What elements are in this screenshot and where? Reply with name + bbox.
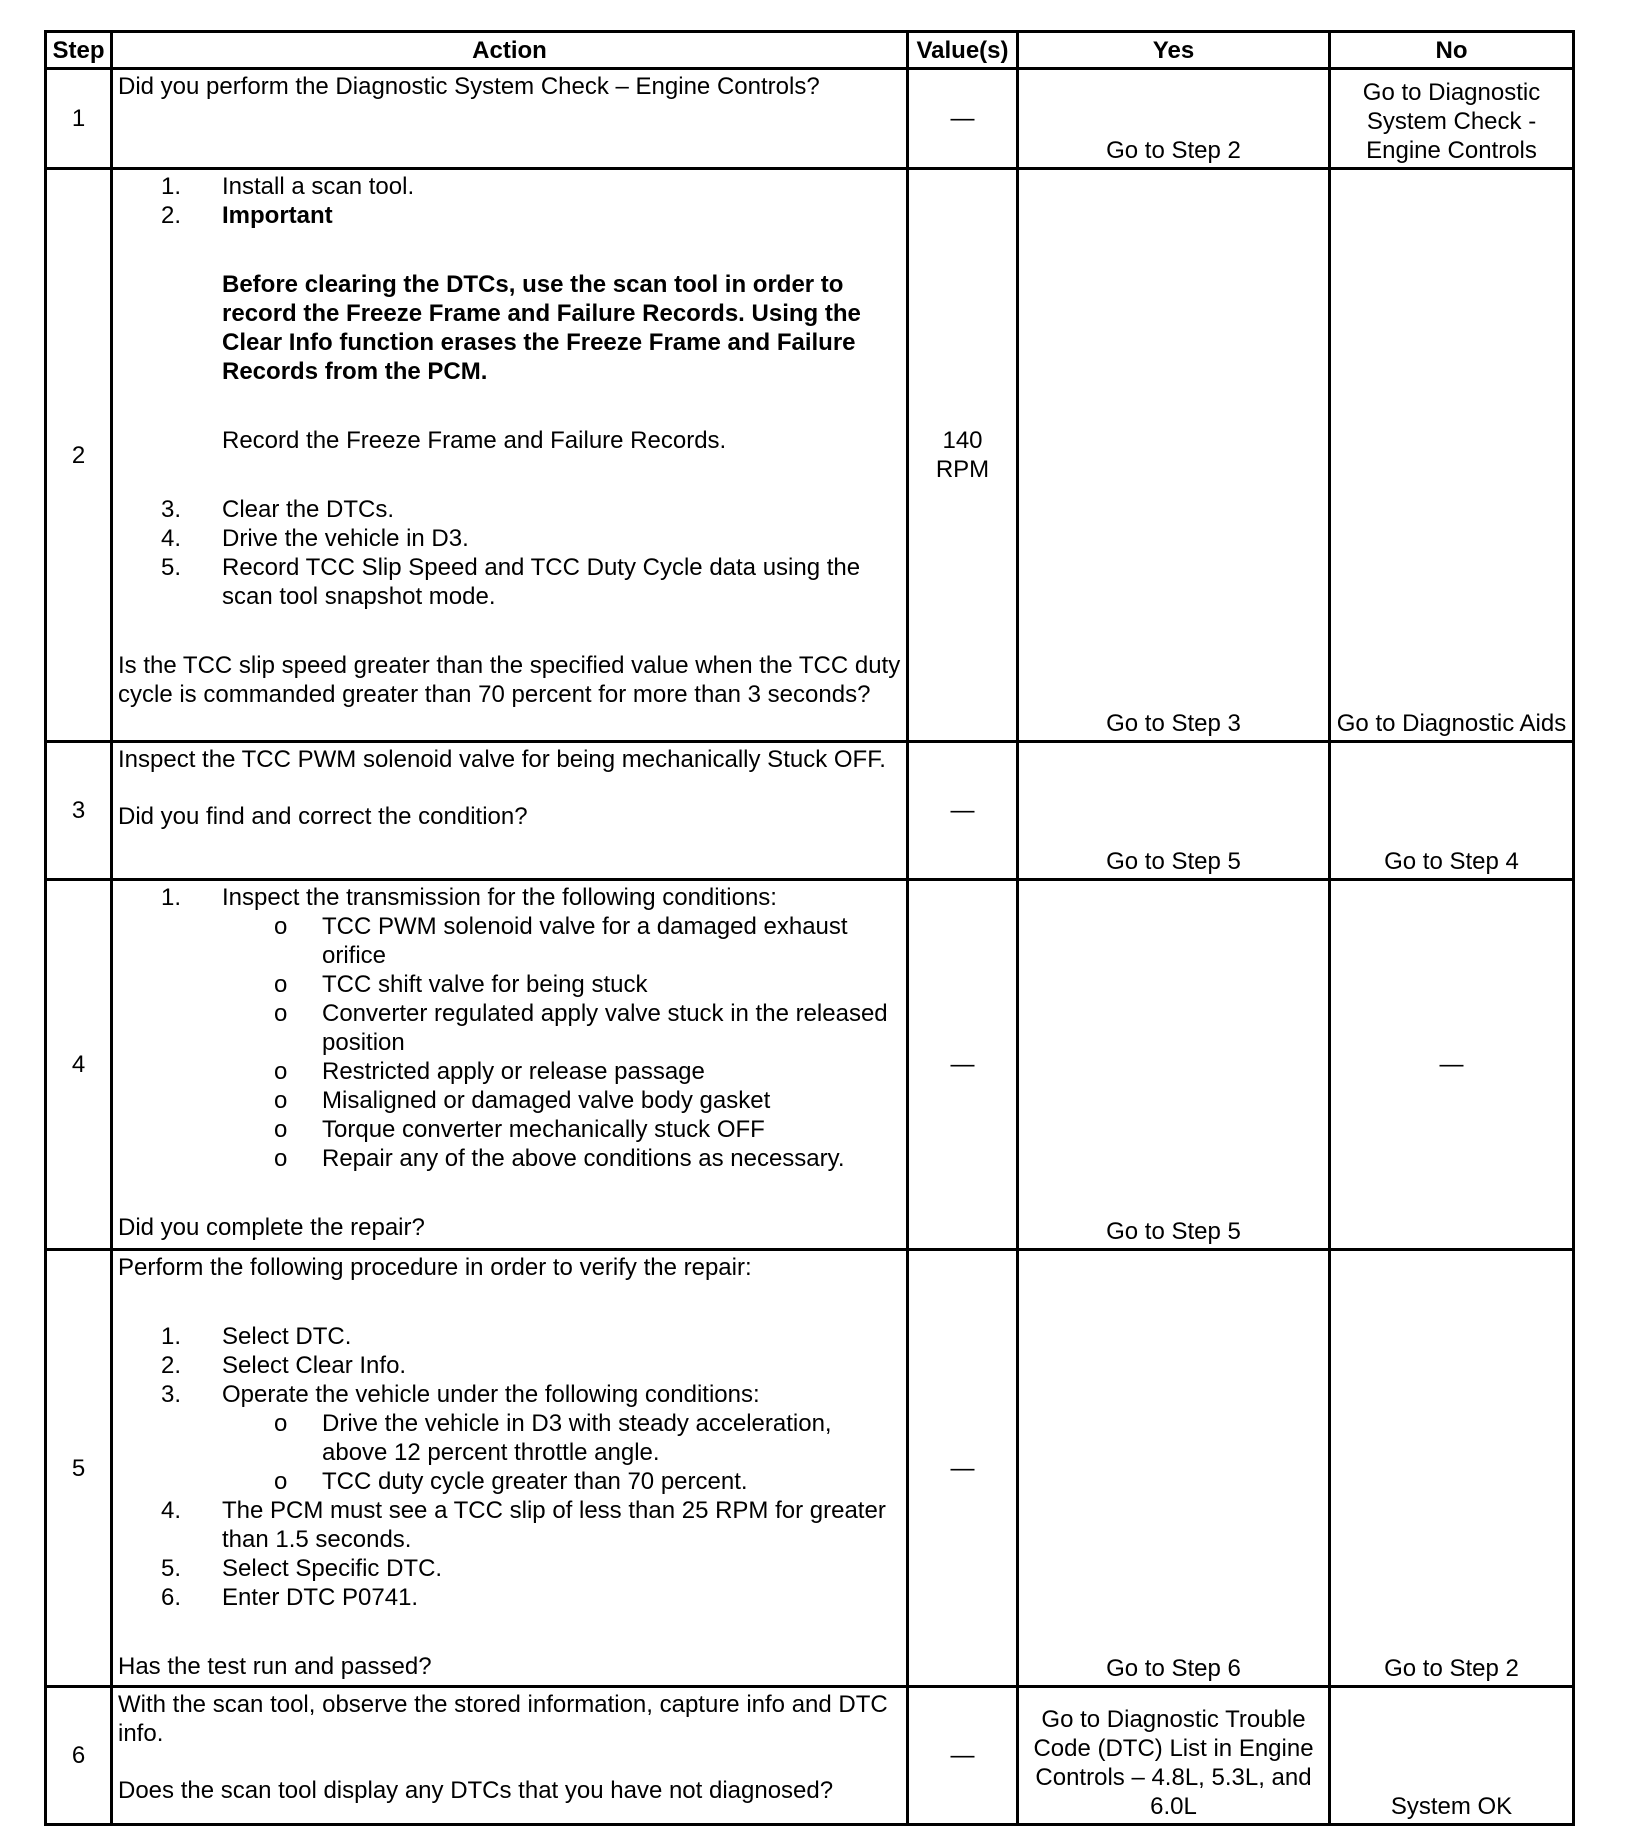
sub-list xyxy=(222,1409,901,1496)
action-question: Does the scan tool display any DTCs that you have not diagnosed? xyxy=(118,1777,834,1804)
action-cell xyxy=(112,1250,908,1687)
list-item xyxy=(222,201,901,495)
value-unit: RPM xyxy=(935,456,990,483)
step-number: 5 xyxy=(46,1250,112,1687)
step-number: 4 xyxy=(46,880,112,1250)
table-row xyxy=(46,742,1574,880)
list-item-text: Inspect the transmission for the following conditions: xyxy=(222,884,777,911)
action-cell xyxy=(112,742,908,880)
step-list xyxy=(118,1322,901,1612)
sub-list-item: o TCC duty cycle greater than 70 percent. xyxy=(322,1467,901,1496)
action-question: Has the test run and passed? xyxy=(118,1653,432,1680)
step-number: 1 xyxy=(46,69,112,169)
sub-list-item: o TCC PWM solenoid valve for a damaged exhaust orifice xyxy=(322,912,901,970)
list-item: Drive the vehicle in D3. xyxy=(222,525,469,552)
action-question: Did you complete the repair? xyxy=(118,1214,425,1241)
step-number: 3 xyxy=(46,742,112,880)
action-intro: With the scan tool, observe the stored information, capture info and DTC info. xyxy=(118,1691,888,1747)
sub-list-item: o Repair any of the above conditions as necessary. xyxy=(322,1144,901,1173)
yes-cell: Go to Step 6 xyxy=(1018,1250,1330,1687)
yes-cell: Go to Diagnostic Trouble Code (DTC) List in Engine Controls – 4.8L, 5.3L, and 6.0L xyxy=(1018,1687,1330,1825)
sub-list-item: o Drive the vehicle in D3 with steady acceleration, above 12 percent throttle angle. xyxy=(322,1409,901,1467)
sub-list-item: o Restricted apply or release passage xyxy=(322,1057,901,1086)
yes-cell: Go to Step 2 xyxy=(1018,69,1330,169)
sub-list-item: o TCC shift valve for being stuck xyxy=(322,970,901,999)
header-action: Action xyxy=(112,32,908,69)
list-item: Clear the DTCs. xyxy=(222,496,395,523)
step-list xyxy=(118,883,901,1173)
sub-list xyxy=(222,912,901,1173)
list-item xyxy=(222,1380,901,1496)
list-item xyxy=(222,883,901,1173)
header-row xyxy=(46,32,1574,69)
value-cell: — xyxy=(908,69,1018,169)
step-list xyxy=(118,172,901,611)
record-note: Record the Freeze Frame and Failure Records. xyxy=(222,427,727,454)
action-cell xyxy=(112,1687,908,1825)
sub-list-item: o Misaligned or damaged valve body gasket xyxy=(322,1086,901,1115)
list-item: Record TCC Slip Speed and TCC Duty Cycle data using the scan tool snapshot mode. xyxy=(222,554,861,610)
action-cell xyxy=(112,880,908,1250)
list-item: Install a scan tool. xyxy=(222,173,415,200)
header-values: Value(s) xyxy=(908,32,1018,69)
list-item: Select DTC. xyxy=(222,1323,352,1350)
action-intro: Inspect the TCC PWM solenoid valve for being mechanically Stuck OFF. xyxy=(118,746,886,773)
no-cell: Go to Diagnostic Aids xyxy=(1330,169,1574,742)
sub-list-item: o Torque converter mechanically stuck OFF xyxy=(322,1115,901,1144)
value-cell: — xyxy=(908,880,1018,1250)
value-number: 140 xyxy=(942,427,983,454)
no-cell: System OK xyxy=(1330,1687,1574,1825)
table-row xyxy=(46,1250,1574,1687)
diagnostic-table xyxy=(44,30,1575,1826)
action-question: Did you perform the Diagnostic System Check – Engine Controls? xyxy=(118,73,820,100)
list-item: The PCM must see a TCC slip of less than 25 RPM for greater than 1.5 seconds. xyxy=(222,1497,886,1553)
table-row xyxy=(46,69,1574,169)
value-cell xyxy=(908,169,1018,742)
value-cell: — xyxy=(908,1687,1018,1825)
table-row xyxy=(46,1687,1574,1825)
no-cell: Go to Diagnostic System Check - Engine Controls xyxy=(1330,69,1574,169)
value-cell: — xyxy=(908,742,1018,880)
yes-cell: Go to Step 3 xyxy=(1018,169,1330,742)
list-item: Enter DTC P0741. xyxy=(222,1584,419,1611)
list-item: Select Specific DTC. xyxy=(222,1555,443,1582)
action-cell xyxy=(112,169,908,742)
action-question: Is the TCC slip speed greater than the specified value when the TCC duty cycle is commanded greater than 70 percent for more than 3 seconds? xyxy=(118,652,901,708)
yes-cell: Go to Step 5 xyxy=(1018,742,1330,880)
important-note: Before clearing the DTCs, use the scan tool in order to record the Freeze Frame and Failure Records. Using the Clear Info function erases the Freeze Frame and Failure Records from the PCM. xyxy=(222,271,861,385)
no-cell: — xyxy=(1330,880,1574,1250)
step-number: 2 xyxy=(46,169,112,742)
action-question: Did you find and correct the condition? xyxy=(118,803,528,830)
header-yes: Yes xyxy=(1018,32,1330,69)
action-cell xyxy=(112,69,908,169)
list-item: Select Clear Info. xyxy=(222,1352,407,1379)
step-number: 6 xyxy=(46,1687,112,1825)
yes-cell: Go to Step 5 xyxy=(1018,880,1330,1250)
header-no: No xyxy=(1330,32,1574,69)
sub-list-item: o Converter regulated apply valve stuck in the released position xyxy=(322,999,901,1057)
important-label: Important xyxy=(222,202,333,229)
table-row xyxy=(46,880,1574,1250)
value-cell: — xyxy=(908,1250,1018,1687)
action-intro: Perform the following procedure in order to verify the repair: xyxy=(118,1254,752,1281)
no-cell: Go to Step 2 xyxy=(1330,1250,1574,1687)
list-item-text: Operate the vehicle under the following conditions: xyxy=(222,1381,760,1408)
header-step: Step xyxy=(46,32,112,69)
table-row xyxy=(46,169,1574,742)
no-cell: Go to Step 4 xyxy=(1330,742,1574,880)
